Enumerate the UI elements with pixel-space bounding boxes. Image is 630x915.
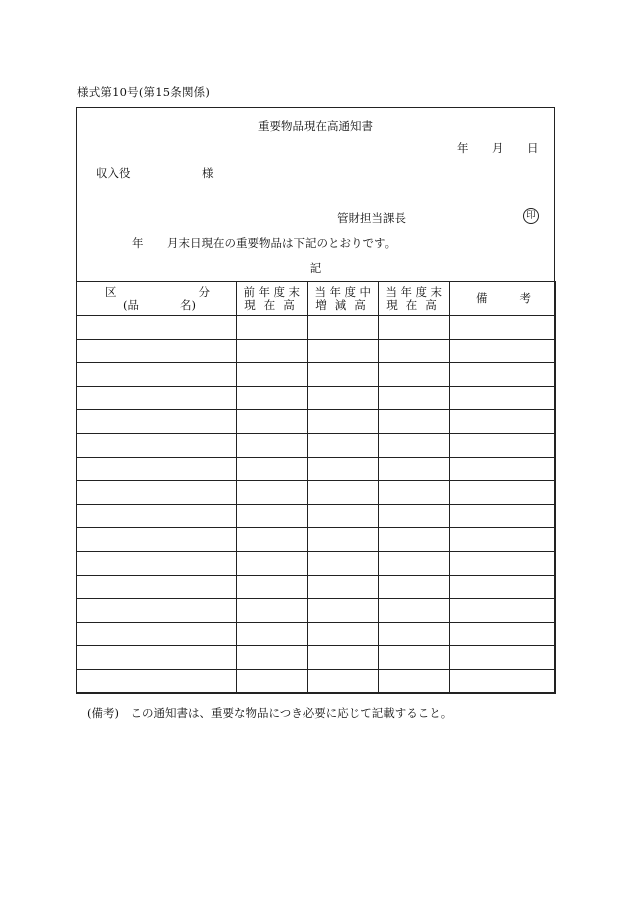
cell-current	[379, 363, 450, 387]
table-row	[77, 481, 556, 505]
cell-change	[308, 669, 379, 693]
cell-remarks	[450, 316, 556, 340]
cell-remarks	[450, 622, 556, 646]
date-year-label: 年	[457, 141, 469, 155]
cell-category	[77, 339, 237, 363]
addressee-role: 収入役	[96, 166, 131, 180]
cell-category	[77, 363, 237, 387]
table-row	[77, 622, 556, 646]
table-body	[77, 316, 556, 694]
table-row	[77, 599, 556, 623]
cell-remarks	[450, 599, 556, 623]
cell-change	[308, 551, 379, 575]
cell-prev-year	[237, 599, 308, 623]
header-current	[379, 282, 450, 316]
items-table	[76, 281, 556, 694]
cell-prev-year	[237, 457, 308, 481]
cell-current	[379, 669, 450, 693]
cell-change	[308, 646, 379, 670]
table-header-row	[77, 282, 556, 316]
body-text-year: 年	[132, 236, 144, 250]
cell-change	[308, 386, 379, 410]
table-row	[77, 433, 556, 457]
cell-change	[308, 622, 379, 646]
cell-category	[77, 599, 237, 623]
table-row	[77, 457, 556, 481]
cell-remarks	[450, 363, 556, 387]
cell-remarks	[450, 433, 556, 457]
cell-category	[77, 504, 237, 528]
cell-remarks	[450, 410, 556, 434]
cell-category	[77, 457, 237, 481]
cell-current	[379, 646, 450, 670]
header-category-bun: 分	[198, 284, 210, 299]
header-item-open: (品	[123, 297, 139, 312]
form-title: 重要物品現在高通知書	[258, 119, 373, 133]
cell-remarks	[450, 575, 556, 599]
cell-prev-year	[237, 528, 308, 552]
cell-prev-year	[237, 551, 308, 575]
cell-category	[77, 669, 237, 693]
cell-change	[308, 575, 379, 599]
body-text: 月末日現在の重要物品は下記のとおりです。	[167, 236, 397, 250]
cell-prev-year	[237, 504, 308, 528]
cell-change	[308, 528, 379, 552]
cell-current	[379, 481, 450, 505]
cell-change	[308, 433, 379, 457]
cell-remarks	[450, 528, 556, 552]
cell-current	[379, 528, 450, 552]
date-month-label: 月	[492, 141, 504, 155]
addressee-honorific: 様	[202, 166, 214, 180]
cell-current	[379, 339, 450, 363]
cell-prev-year	[237, 646, 308, 670]
ki-heading: 記	[309, 261, 322, 275]
cell-remarks	[450, 504, 556, 528]
cell-prev-year	[237, 363, 308, 387]
cell-category	[77, 386, 237, 410]
cell-change	[308, 481, 379, 505]
cell-current	[379, 433, 450, 457]
table-row	[77, 669, 556, 693]
header-current-line2: 現在高	[386, 297, 445, 312]
cell-category	[77, 481, 237, 505]
cell-current	[379, 504, 450, 528]
cell-change	[308, 457, 379, 481]
cell-current	[379, 575, 450, 599]
cell-category	[77, 433, 237, 457]
header-remarks	[450, 282, 556, 316]
header-item-close: 名)	[180, 297, 196, 312]
cell-category	[77, 316, 237, 340]
cell-category	[77, 575, 237, 599]
header-change	[308, 282, 379, 316]
cell-current	[379, 622, 450, 646]
notice-form	[76, 107, 555, 693]
cell-category	[77, 622, 237, 646]
cell-remarks	[450, 551, 556, 575]
table-row	[77, 528, 556, 552]
cell-prev-year	[237, 669, 308, 693]
table-row	[77, 363, 556, 387]
header-change-line2: 増減高	[315, 297, 374, 312]
cell-prev-year	[237, 433, 308, 457]
cell-remarks	[450, 339, 556, 363]
cell-current	[379, 551, 450, 575]
cell-prev-year	[237, 575, 308, 599]
form-number: 様式第10号(第15条関係)	[77, 85, 211, 99]
date-day-label: 日	[527, 141, 539, 155]
cell-change	[308, 363, 379, 387]
cell-change	[308, 504, 379, 528]
table-row	[77, 316, 556, 340]
cell-current	[379, 316, 450, 340]
cell-category	[77, 551, 237, 575]
cell-change	[308, 316, 379, 340]
table-row	[77, 646, 556, 670]
cell-category	[77, 410, 237, 434]
cell-remarks	[450, 457, 556, 481]
cell-change	[308, 339, 379, 363]
cell-prev-year	[237, 386, 308, 410]
cell-prev-year	[237, 410, 308, 434]
header-prev-year	[237, 282, 308, 316]
header-remarks-kou: 考	[519, 291, 531, 305]
cell-remarks	[450, 646, 556, 670]
table-row	[77, 504, 556, 528]
sender-title: 管財担当課長	[337, 211, 406, 225]
header-category	[77, 282, 237, 316]
cell-current	[379, 457, 450, 481]
header-remarks-bi: 備	[476, 291, 488, 305]
header-current-line1: 当年度末	[385, 284, 446, 299]
seal-mark: 印	[523, 208, 539, 224]
table-row	[77, 339, 556, 363]
cell-change	[308, 599, 379, 623]
cell-current	[379, 599, 450, 623]
cell-remarks	[450, 481, 556, 505]
cell-category	[77, 646, 237, 670]
cell-category	[77, 528, 237, 552]
header-change-line1: 当年度中	[314, 284, 375, 299]
table-row	[77, 386, 556, 410]
header-prev-year-line2: 現在高	[244, 297, 303, 312]
table-row	[77, 551, 556, 575]
cell-remarks	[450, 669, 556, 693]
header-category-ku: 区	[105, 284, 117, 299]
cell-remarks	[450, 386, 556, 410]
cell-change	[308, 410, 379, 434]
table-row	[77, 410, 556, 434]
cell-current	[379, 386, 450, 410]
cell-prev-year	[237, 481, 308, 505]
cell-current	[379, 410, 450, 434]
header-prev-year-line1: 前年度末	[243, 284, 304, 299]
cell-prev-year	[237, 339, 308, 363]
remarks-note: (備考) この通知書は、重要な物品につき必要に応じて記載すること。	[87, 706, 453, 720]
cell-prev-year	[237, 622, 308, 646]
table-row	[77, 575, 556, 599]
cell-prev-year	[237, 316, 308, 340]
